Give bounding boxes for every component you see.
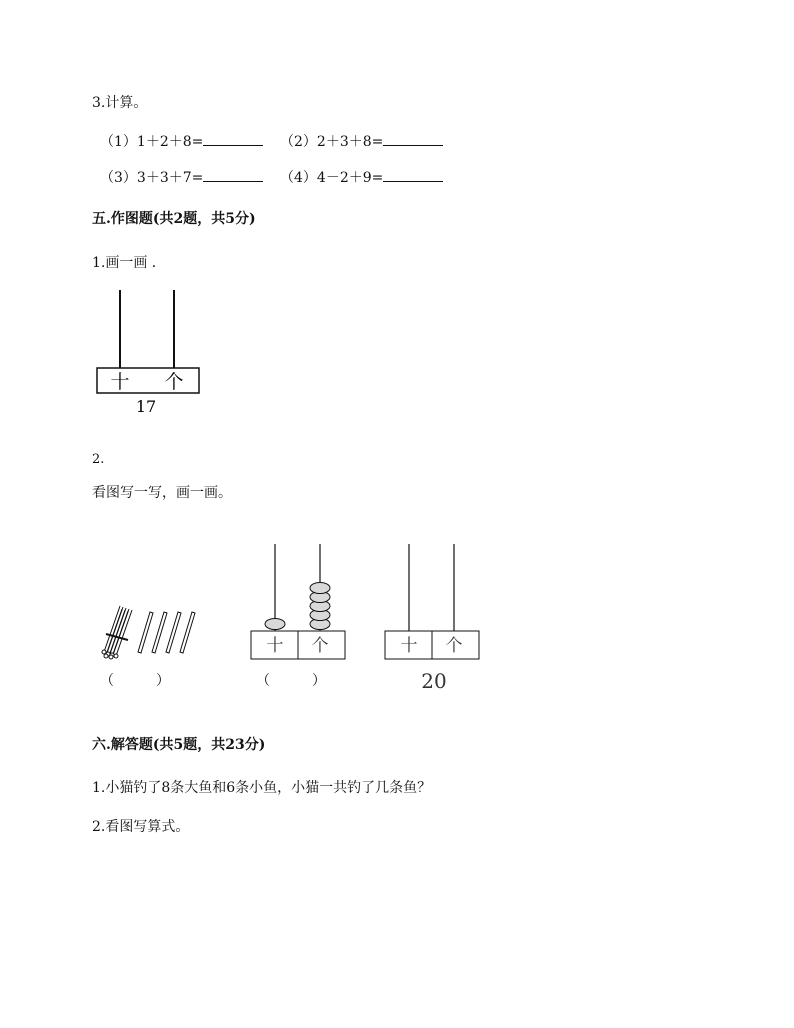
answer-blank[interactable] (203, 169, 263, 182)
sticks-figure (98, 600, 202, 660)
calc-problem-4 (280, 169, 443, 187)
abacus-beads-drawing (248, 540, 350, 662)
calc-problem-1 (100, 133, 263, 151)
answer-blank[interactable] (203, 133, 263, 146)
tens-label: 十 (110, 371, 130, 393)
section-5-q1-label: 1.画一画 ． (92, 255, 166, 271)
abacus-drawing[interactable] (92, 286, 204, 418)
ones-label: 个 (164, 371, 184, 393)
answer-blank[interactable] (383, 133, 443, 146)
section-6-q1: 1.小猫钓了8条大鱼和6条小鱼，小猫一共钓了几条鱼？ (92, 780, 432, 796)
abacus-figure-beads (248, 540, 350, 662)
calc-problem-3 (100, 169, 263, 187)
problem-expression: 3＋3＋7= (136, 170, 204, 186)
abacus-figure-20 (382, 540, 484, 696)
beads-answer[interactable]: （ ） (256, 673, 326, 689)
calc-problem-2 (280, 133, 443, 151)
tens-label: 十 (400, 636, 418, 656)
single-sticks (138, 612, 195, 653)
ones-label: 个 (311, 636, 329, 656)
problem-expression: 1＋2＋8= (136, 134, 204, 150)
problem-expression: 2＋3＋8= (316, 134, 384, 150)
section-5-heading: 五.作图题(共2题，共5分) (92, 211, 256, 227)
calc-title: 3.计算。 (92, 95, 148, 111)
sticks-drawing (98, 600, 202, 660)
tens-bead (265, 619, 285, 630)
problem-number: （1） (100, 134, 137, 150)
abacus-figure-17 (92, 286, 204, 418)
problem-number: （3） (100, 170, 137, 186)
section-5-q2-instruction: 看图写一写，画一画。 (92, 485, 232, 501)
section-6-heading: 六.解答题(共5题，共23分) (92, 737, 266, 753)
sticks-answer[interactable]: （ ） (100, 673, 170, 689)
problem-expression: 4－2＋9= (316, 170, 384, 186)
section-6-q2: 2.看图写算式。 (92, 819, 190, 835)
stick-bundle (102, 606, 132, 659)
section-5-q2-label: 2. (92, 452, 105, 467)
ones-beads (310, 583, 330, 630)
abacus-number: 17 (135, 397, 157, 416)
answer-blank[interactable] (383, 169, 443, 182)
abacus-drawing-20[interactable] (382, 540, 484, 696)
ones-label: 个 (445, 636, 463, 656)
tens-label: 十 (266, 636, 284, 656)
problem-number: （2） (280, 134, 317, 150)
abacus-number: 20 (421, 669, 447, 693)
problem-number: （4） (280, 170, 317, 186)
